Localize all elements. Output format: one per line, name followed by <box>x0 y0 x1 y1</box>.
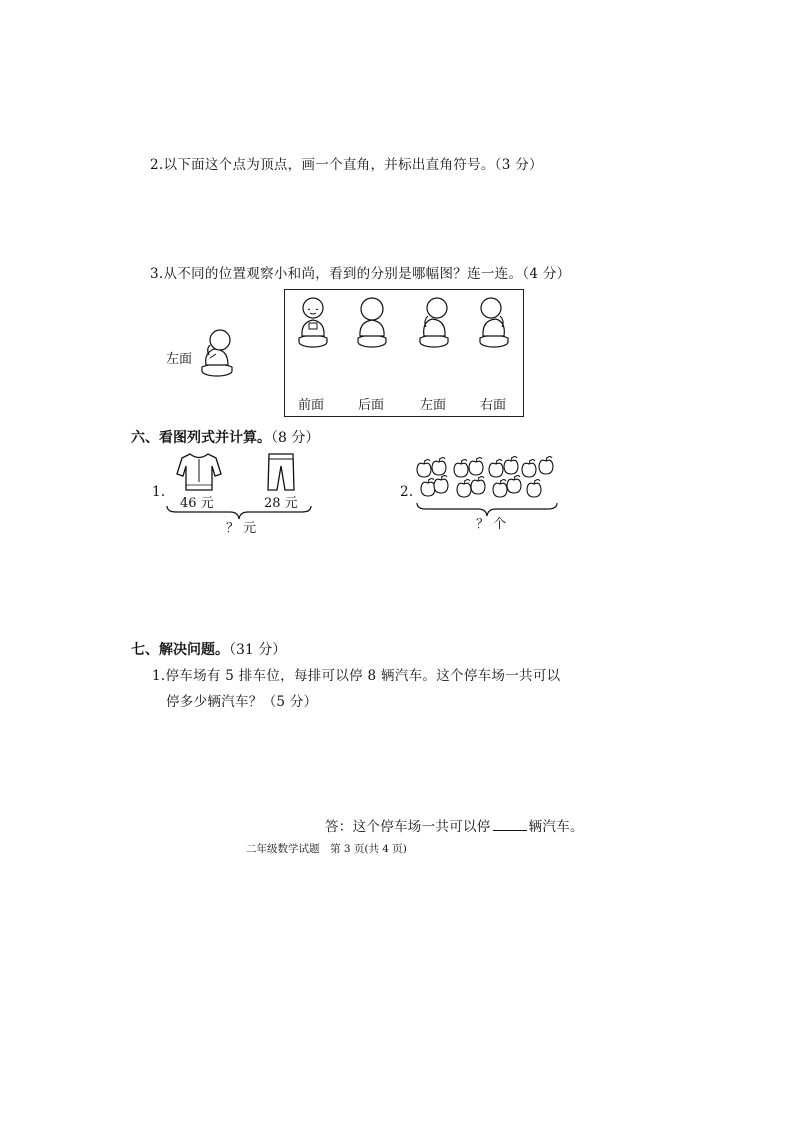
view-label-left: 左面 <box>420 398 447 413</box>
apple-icon <box>522 460 536 478</box>
view-label-back: 后面 <box>358 398 385 413</box>
apple-icon <box>454 460 468 478</box>
question-number: 1. <box>152 668 166 684</box>
problem-line-2: 停多少辆汽车？（5 分） <box>166 694 318 710</box>
apple-icon <box>504 457 518 475</box>
pants-icon <box>266 452 296 492</box>
problem-2-question: ？ 个 <box>476 517 507 532</box>
section-7-title: 七、解决问题。（31 分） <box>131 642 287 658</box>
answer-blank[interactable] <box>493 816 527 831</box>
question-2 <box>150 153 543 173</box>
question-text: 以下面这个点为顶点，画一个直角，并标出直角符号。（3 分） <box>163 157 543 173</box>
apple-icon <box>457 480 471 498</box>
apple-icon <box>434 476 448 494</box>
apple-icon <box>469 458 483 476</box>
apple-icon <box>421 479 435 497</box>
section-points: （31 分） <box>229 642 287 658</box>
question-number: 3. <box>150 266 164 282</box>
apples-group <box>414 456 560 502</box>
answer-prefix: 答：这个停车场一共可以停 <box>325 819 491 835</box>
question-number: 2. <box>150 157 164 173</box>
monk-left-figure <box>417 294 453 350</box>
monk-back-figure <box>355 294 391 350</box>
shirt-price: 46 元 <box>180 496 214 511</box>
monk-right-figure <box>477 294 513 350</box>
apple-icon <box>539 457 553 475</box>
problem-1-question: ？ 元 <box>226 521 257 536</box>
answer-suffix: 辆汽车。 <box>528 819 584 835</box>
view-label-front: 前面 <box>298 398 325 413</box>
view-label-right: 右面 <box>480 398 507 413</box>
page-footer: 二年级数学试题 第 3 页(共 4 页) <box>246 843 407 855</box>
apple-icon <box>417 460 431 478</box>
pants-price: 28 元 <box>264 496 298 511</box>
apple-icon <box>489 460 503 478</box>
question-text: 从不同的位置观察小和尚，看到的分别是哪幅图？连一连。（4 分） <box>163 266 571 282</box>
side-view-label: 左面 <box>166 352 193 367</box>
problem-line-1: 1.停车场有 5 排车位，每排可以停 8 辆汽车。这个停车场一共可以 <box>152 668 561 684</box>
section-points: （8 分） <box>271 430 320 446</box>
monk-side-figure <box>198 325 238 380</box>
apple-icon <box>432 458 446 476</box>
problem-1-number: 1. <box>152 484 166 500</box>
shirt-icon <box>176 452 222 492</box>
apple-icon <box>471 477 485 495</box>
problem-2-number: 2. <box>400 484 414 500</box>
monk-front-figure <box>296 294 332 350</box>
answer-line <box>325 815 584 835</box>
section-6-title: 六、看图列式并计算。（8 分） <box>131 430 320 446</box>
apple-icon <box>493 480 507 498</box>
apple-icon <box>507 476 521 494</box>
apple-icon <box>527 480 541 498</box>
question-3 <box>150 262 570 282</box>
